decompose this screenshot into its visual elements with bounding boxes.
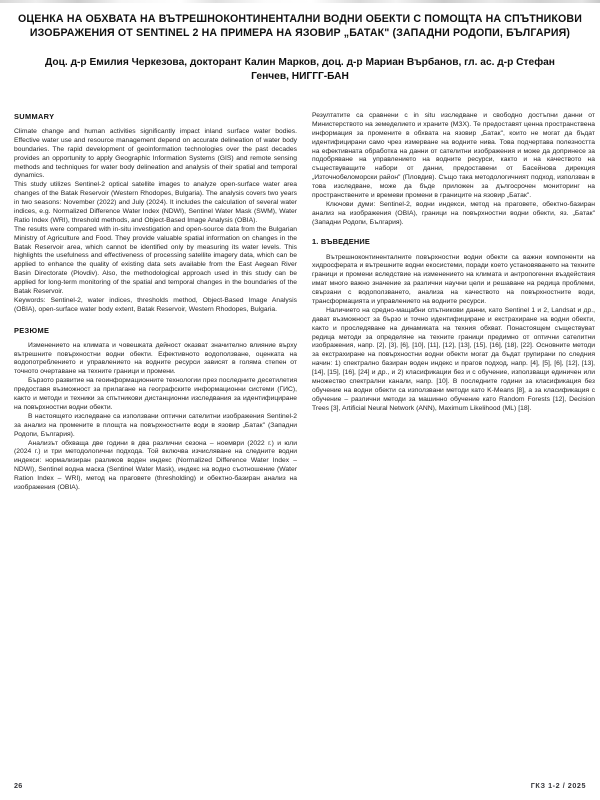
left-column bbox=[14, 112, 297, 758]
resume-paragraph: Бързото развитие на геоинформационните технологии през последните десетилетия предоставя възможност за прилагане на географските информационни системи (ГИС), както и методи и техники за спътникови дистанционни изследвания за идентифициране на повърхностни водни обекти. bbox=[14, 377, 297, 411]
scan-artifact-strip bbox=[0, 0, 600, 3]
introduction-heading: 1. ВЪВЕДЕНИЕ bbox=[312, 236, 371, 246]
page-title: ОЦЕНКА НА ОБХВАТА НА ВЪТРЕШНОКОНТИНЕНТАЛНИ ВОДНИ ОБЕКТИ С ПОМОЩТА НА СПЪТНИКОВИ ИЗОБРАЖЕНИЯ ОТ SENTINEL 2 НА ПРИМЕРА НА ЯЗОВИР „БАТАК" (ЗАПАДНИ РОДОПИ, БЪЛГАРИЯ) bbox=[18, 13, 582, 40]
title-block bbox=[16, 12, 584, 84]
journal-reference: ГКЗ 1-2 / 2025 bbox=[530, 781, 586, 790]
two-column-body bbox=[14, 112, 595, 758]
resume-keywords: Ключови думи: Sentinel-2, водни индекси, метод на праговете, обектно-базиран анализ на изображения (OBIA), граници на повърхностни водни обекти, яз. „Батак" (Западни Родопи, България). bbox=[312, 200, 595, 226]
resume-heading: РЕЗЮМЕ bbox=[14, 325, 50, 335]
introduction-paragraph: Наличието на средно-мащабни спътникови данни, като Sentinel 1 и 2, Landsat и др., дават възможност за бързо и точно идентифициране и екстрахиране на водни обекти, както и проследяване на динамиката на техния обхват. Понастоящем съществуват редица методи за определяне на техните граници предимно от оптични сателитни изображения, напр. [2], [3], [6], [10], [11], [12], [13], [15], [16], [18], [22]. Основните методи за екстрахиране на повърхностни водни обекти могат да бъдат групирани по следния начин: 1) спектрално базиран воден индекс и прагов подход, напр. [4], [5], [6], [12], [13], [14], [15], [16], [24] и др., и 2) класификации без и с обучение, използващи единичен или множество спектрални канали, напр. [10]. В последните години за класификация без обучение на водни обекти са използвани методи като K-Means [8], а за класификация с обучение – различни методи за машинно обучение като Random Forests [12], Decision Trees [3], Artificial Neural Network (ANN), Maximum Likelihood (ML) [18]. bbox=[312, 306, 595, 412]
summary-paragraph: The results were compared with in-situ investigation and open-source data from the Bulgarian Ministry of Agriculture and Food. They provide valuable spatial information on changes in the Batak Reservoir area, which cannot be identified only by measuring its water levels. This highlights the usefulness and effectiveness of processing satellite imagery data, which can be applied to enhance the quality of existing data sets available from the East Aegean River Basin Directorate (Plovdiv). Also, the methodological approach used in this study can be applied for long-term monitoring of the spatial and temporal changes in the boundaries of the Batak Reservoir. bbox=[14, 225, 297, 296]
summary-paragraph: Climate change and human activities significantly impact inland surface water bodies. Effective water use and resource management depend on accurate delineation of water body boundaries. The rapid development of geoinformation technologies over the past decades provides an opportunity to apply Geographic Information Systems (GIS) and remote sensing methods and techniques for water body delineation and analysis of their spatial and temporal dynamics. bbox=[14, 128, 297, 180]
summary-keywords: Keywords: Sentinel-2, water indices, thresholds method, Object-Based Image Analysis (OBIA), open-surface water body extent, Batak Reservoir, Western Rhodopes, Bulgaria. bbox=[14, 296, 297, 313]
page-number: 26 bbox=[14, 781, 23, 790]
resume-paragraph: В настоящето изследване са използвани оптични сателитни изображения Sentinel-2 за анализ на промените в площта на повърхностните води в язовир „Батак" (Западни Родопи, България). bbox=[14, 412, 297, 438]
resume-paragraph: Анализът обхваща две години в два различни сезона – ноември (2022 г.) и юли (2024 г.) и три методологични подхода. Той включва изчисляване на следните водни индекси: нормализиран разликов воден индекс (Normalized Difference Water Index – NDWI), Sentinel водна маска (Sentinel Water Mask), индекс на водно съотношение (Water Ration Index – WRI), метод на праговете (thresholding) и обектно-базиран анализ на изображения (OBIA). bbox=[14, 439, 297, 491]
resume-paragraph-continued: Резултатите са сравнени с in situ изследване и свободно достъпни данни от Министерството на земеделието и храните (МЗХ). Те предоставят ценна пространствена информация за промените в обхвата на язовир „Батак", които не могат да бъдат идентифицирани само чрез измерване на водните нива. Това подчертава полезността на ефективната обработка на данни от сателитни изображения и може да допринесе за подобряване на управлението на водните ресурси, както и на качеството на съществуващите набори от данни, предоставени от Басейнова дирекция „Източнобеломорски район" (Пловдив). Също така методологичният подход, използван в това изследване, може да бъде приложен за дългосрочен мониторинг на пространствените и времеви промени в границите на язовир „Батак". bbox=[312, 112, 595, 200]
authors-line: Доц. д-р Емилия Черкезова, докторант Калин Марков, доц. д-р Мариан Върбанов, гл. ас. д-р Стефан Генчев, НИГГГ-БАН bbox=[45, 57, 555, 82]
summary-paragraph: This study utilizes Sentinel-2 optical satellite images to analyze open-surface water area changes of the Batak Reservoir (Western Rhodopes, Bulgaria). The analysis covers two years in two seasons: November (2022) and July (2024). It includes the calculation of several water indices, e.g. Normalized Difference Water Index (NDWI), Sentinel Water Mask (SWM), Water Ratio Index (WRI), threshold methods, and Object-Based Image Analysis (OBIA). bbox=[14, 181, 297, 224]
summary-heading: SUMMARY bbox=[14, 112, 55, 121]
introduction-paragraph: Вътрешноконтиненталните повърхностни водни обекти са важни компоненти на хидросферата и вътрешните водни екосистеми, поради което установяването на техните граници и промени вследствие на изменението на климата и антропогенни въздействия имат много важно значение за различни научни цели и решаване на редица проблеми, свързани с водоползването, анализа на качеството на повърхностните води, трансформацията и управлението на водните ресурси. bbox=[312, 253, 595, 306]
resume-paragraph: Изменението на климата и човешката дейност оказват значително влияние върху вътрешните повърхностни водни обекти. Ефективното водоползване, оценката на водопотреблението и управлението на водните ресурси зависят в голяма степен от точното очертаване на техните граници и промени. bbox=[14, 341, 297, 376]
right-column bbox=[312, 112, 595, 758]
page-footer bbox=[14, 781, 586, 790]
